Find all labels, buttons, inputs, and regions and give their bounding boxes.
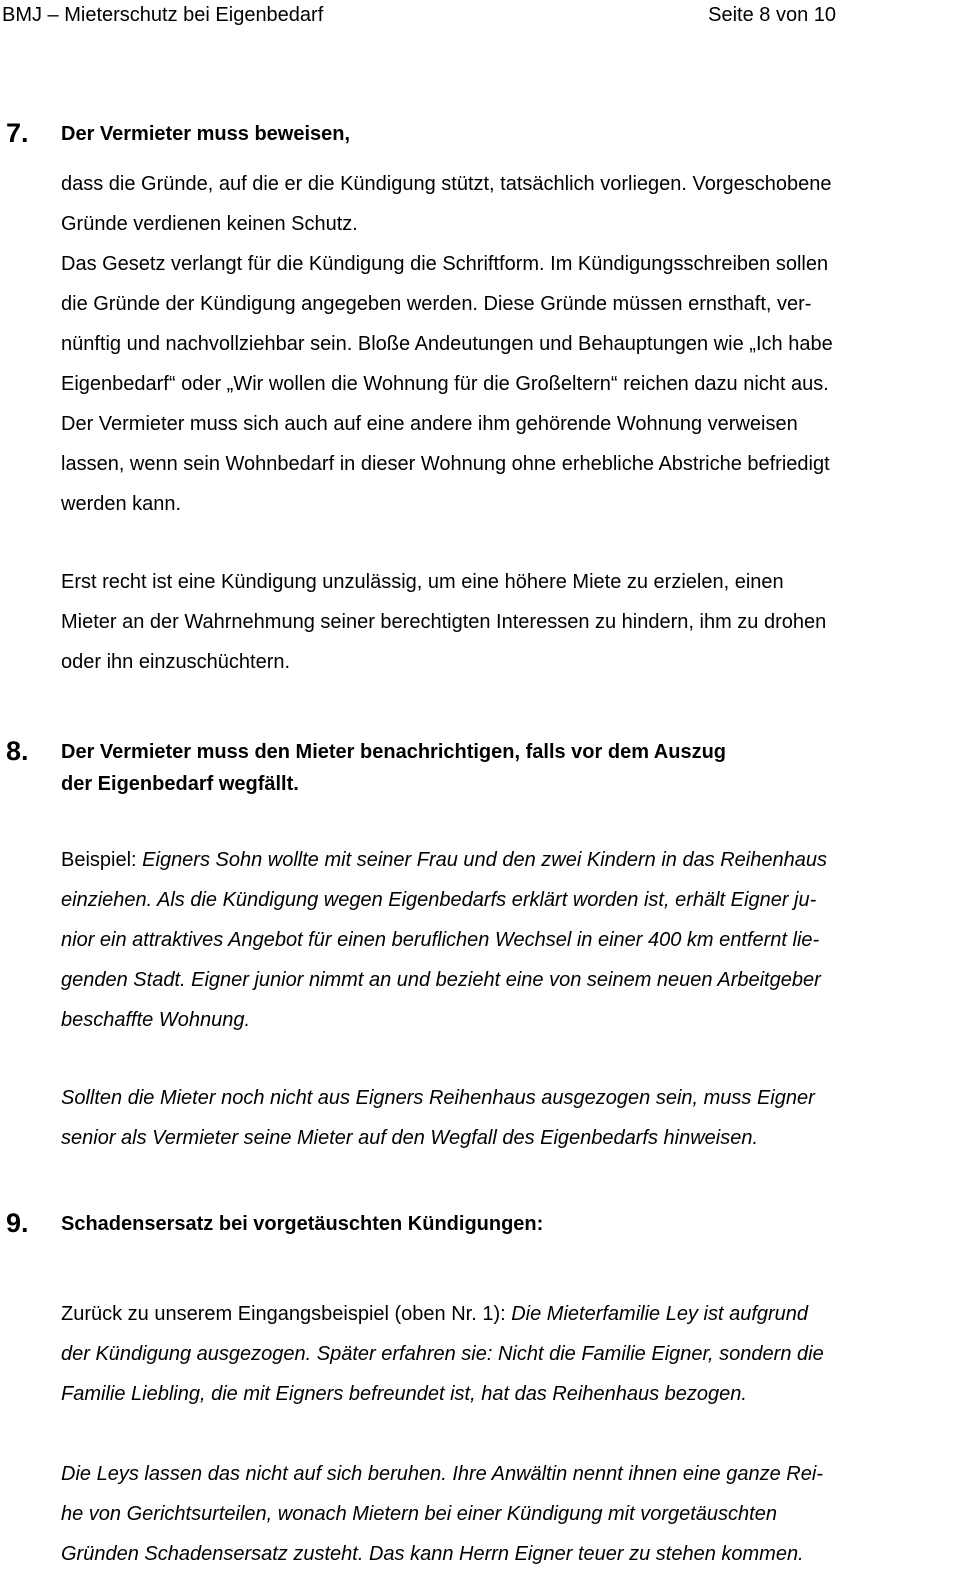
text-line: werden kann. — [61, 493, 182, 515]
page-number: Seite 8 von 10 — [708, 4, 836, 26]
text-line: der Kündigung ausgezogen. Später erfahren sie: Nicht die Familie Eigner, sondern die — [61, 1343, 824, 1365]
text-line — [61, 1294, 951, 1334]
section-title-line: Der Vermieter muss den Mieter benachrichtigen, falls vor dem Auszug — [61, 741, 727, 763]
text-line: Das Gesetz verlangt für die Kündigung die Schriftform. Im Kündigungsschreiben sollen — [61, 253, 829, 275]
section-number: 7. — [6, 118, 29, 148]
text-line: Der Vermieter muss sich auch auf eine andere ihm gehörende Wohnung verweisen — [61, 413, 798, 435]
paragraph — [61, 840, 951, 1040]
text-line: Gründen Schadensersatz zusteht. Das kann Herrn Eigner teuer zu stehen kommen. — [61, 1543, 804, 1565]
text-line: senior als Vermieter seine Mieter auf den Wegfall des Eigenbedarfs hinweisen. — [61, 1127, 759, 1149]
example-text: Eigners Sohn wollte mit seiner Frau und den zwei Kindern in das Reihenhaus — [142, 849, 827, 871]
text-line: Gründe verdienen keinen Schutz. — [61, 213, 358, 235]
section-title-line: der Eigenbedarf wegfällt. — [61, 773, 299, 795]
section-title: Der Vermieter muss beweisen, — [61, 123, 351, 145]
paragraph — [61, 164, 951, 524]
example-lead: Zurück zu unserem Eingangsbeispiel (oben Nr. 1): — [61, 1303, 512, 1325]
text-line: Sollten die Mieter noch nicht aus Eigners Reihenhaus ausgezogen sein, muss Eigner — [61, 1087, 815, 1109]
paragraph — [61, 1294, 951, 1414]
text-line: Eigenbedarf“ oder „Wir wollen die Wohnung für die Großeltern“ reichen dazu nicht aus. — [61, 373, 829, 395]
text-line: nior ein attraktives Angebot für einen beruflichen Wechsel in einer 400 km entfernt lie- — [61, 929, 820, 951]
text-line: genden Stadt. Eigner junior nimmt an und bezieht eine von seinem neuen Arbeitgeber — [61, 969, 821, 991]
text-line: Die Leys lassen das nicht auf sich beruhen. Ihre Anwältin nennt ihnen eine ganze Rei- — [61, 1463, 823, 1485]
text-line: die Gründe der Kündigung angegeben werden. Diese Gründe müssen ernsthaft, ver- — [61, 293, 812, 315]
text-line: lassen, wenn sein Wohnbedarf in dieser Wohnung ohne erhebliche Abstriche befriedigt — [61, 453, 830, 475]
text-line: einziehen. Als die Kündigung wegen Eigenbedarfs erklärt worden ist, erhält Eigner ju- — [61, 889, 817, 911]
example-lead: Beispiel: — [61, 849, 143, 871]
text-line: dass die Gründe, auf die er die Kündigung stützt, tatsächlich vorliegen. Vorgeschobene — [61, 173, 832, 195]
page-header — [2, 2, 836, 28]
text-line: nünftig und nachvollziehbar sein. Bloße Andeutungen und Behauptungen wie „Ich habe — [61, 333, 833, 355]
text-line: Mieter an der Wahrnehmung seiner berechtigten Interessen zu hindern, ihm zu drohen — [61, 611, 827, 633]
paragraph — [61, 562, 951, 682]
text-line: he von Gerichtsurteilen, wonach Mietern bei einer Kündigung mit vorgetäuschten — [61, 1503, 777, 1525]
section-title: Schadensersatz bei vorgetäuschten Kündigungen: — [61, 1213, 544, 1235]
example-text: Die Mieterfamilie Ley ist aufgrund — [511, 1303, 809, 1325]
document-title: BMJ – Mieterschutz bei Eigenbedarf — [2, 4, 324, 26]
text-line: Erst recht ist eine Kündigung unzulässig, um eine höhere Miete zu erzielen, einen — [61, 571, 784, 593]
paragraph — [61, 1454, 951, 1574]
text-line: oder ihn einzuschüchtern. — [61, 651, 291, 673]
text-line — [61, 840, 951, 880]
paragraph — [61, 1078, 951, 1158]
section-number: 8. — [6, 736, 29, 766]
section-number: 9. — [6, 1208, 29, 1238]
text-line: Familie Liebling, die mit Eigners befreundet ist, hat das Reihenhaus bezogen. — [61, 1383, 747, 1405]
text-line: beschaffte Wohnung. — [61, 1009, 251, 1031]
section-title — [61, 736, 941, 800]
